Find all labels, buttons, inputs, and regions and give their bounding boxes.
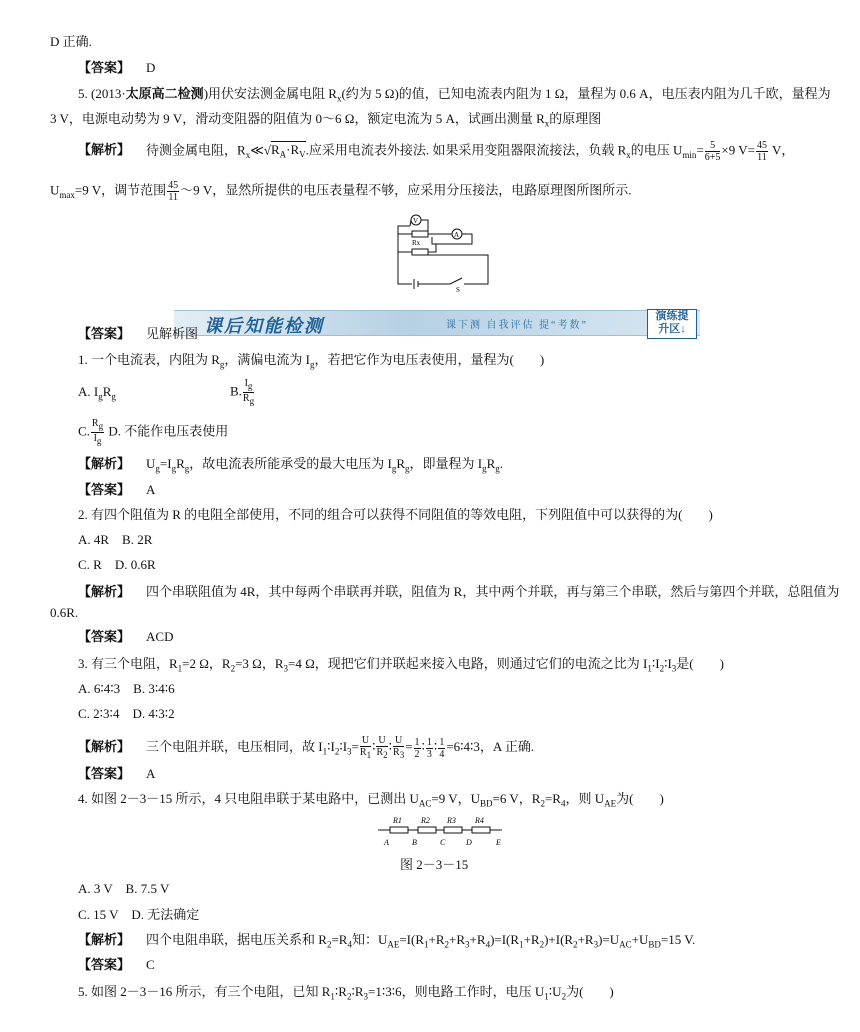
analysis-5a-cont: $U_{max}=9$ V，调节范围 $\frac{45}{11}$ ～9 V，显然所提供的电压表量程不够，应采用分压接法，电路原理图所图所示.: [50, 180, 632, 203]
line-d-correct: D 正确.: [50, 34, 92, 49]
node-d-label: D: [466, 838, 472, 847]
banner-subtitle: 课下测 自我评估 提“考数”: [446, 320, 588, 331]
series-resistor-figure: [376, 812, 504, 850]
analysis-2: 【解析】 四个串联阻值为 4R，其中每两个串联再并联，阻值为 R，其中两个并联，再与第三个串联，然后与第四个并联，总阻值为: [78, 584, 840, 599]
voltmeter-label: V: [413, 217, 419, 225]
q1-option-b: B. $\frac{I_g}{R_g}$: [230, 378, 255, 406]
question-5a: 5. (2013·太原高二检测)用伏安法测金属电阻 $R_x$(约为 5 Ω)的值，已知电流表内阻为 1 Ω，量程为 0.6 A，电压表内阻为几千欧，量程为: [78, 86, 831, 104]
analysis-2-cont: 0.6R.: [50, 605, 79, 620]
question-5: 5. 如图 2－3－16 所示，有三个电阻，已知 $R_1∶R_2∶R_3=1∶3∶6$，则电路工作时，电压 $U_1∶U_2$为( ): [78, 984, 614, 1002]
r3-label: R3: [447, 816, 456, 825]
q3-option-cd: C. 2∶3∶4 D. 4∶3∶2: [78, 706, 175, 721]
q4-option-ab: A. 3 V B. 7.5 V: [78, 881, 170, 896]
q1-option-cd: C. $\frac{R_g}{I_g}$ D. 不能作电压表使用: [78, 418, 229, 446]
node-c-label: C: [440, 838, 446, 847]
analysis-4: 【解析】 四个电阻串联，据电压关系和 $R_2=R_4$知：$U_{AE}=I(R_1+R_2+R_3+R_4)=I(R_1+R_2)+I(R_2+R_3)=U_{AC}+U_{BD}=15$ V.: [78, 932, 696, 950]
q4-option-cd: C. 15 V D. 无法确定: [78, 907, 200, 922]
node-a-label: A: [384, 838, 389, 847]
figure-caption: 图 2－3－15: [400, 857, 469, 872]
r1-label: R1: [393, 816, 402, 825]
question-2: 2. 有四个阻值为 R 的电阻全部使用，不同的组合可以获得不同阻值的等效电阻，下列阻值中可以获得的为( ): [78, 507, 713, 522]
ammeter-label: A: [454, 231, 460, 239]
analysis-5a: 【解析】 待测金属电阻，$R_x≪√R_A\cdot R_V$.应采用电流表外接法. 如果采用变阻器限流接法，负载 $R_x$的电压 $U_{min}=$ $\frac{5}{6+5}$ ×9 V= $\frac{45}{11}$ V，: [78, 140, 795, 163]
question-1: 1. 一个电流表，内阻为 $R_g$，满偏电流为 $I_g$，若把它作为电压表使用，量程为( ): [78, 352, 545, 370]
answer-4: 【答案】 C: [78, 957, 155, 972]
section-banner: [174, 310, 700, 336]
answer-1: 【答案】 A: [78, 482, 156, 497]
node-e-label: E: [496, 838, 501, 847]
question-4: 4. 如图 2－3－15 所示，4 只电阻串联于某电路中，已测出 $U_{AC}=9$ V，$U_{BD}=6$ V，$R_2=R_4$，则 $U_{AE}$为( ): [78, 791, 664, 809]
r4-label: R4: [475, 816, 484, 825]
answer-row: 【答案】 D: [78, 60, 156, 75]
answer-3: 【答案】 A: [78, 766, 156, 781]
banner-title: 课后知能检测: [204, 316, 324, 336]
analysis-3: 【解析】 三个电阻并联，电压相同，故 $I_1∶I_2∶I_3=$ $\frac{U}{R_1}$ ∶ $\frac{U}{R_2}$ ∶ $\frac{U}{R_3}$ = $\frac{1}{2}$ ∶ $\frac{1}{3}$ ∶ $\frac{1}{4}$ =6∶4∶3，A 正确.: [78, 735, 535, 760]
node-b-label: B: [412, 838, 417, 847]
analysis-1: 【解析】 $U_g=I_gR_g$，故电流表所能承受的最大电压为 $I_gR_g$，即量程为 $I_gR_g$.: [78, 456, 504, 474]
q2-option-ab: A. 4R B. 2R: [78, 532, 153, 547]
question-3: 3. 有三个电阻，$R_1=2$ Ω，$R_2=3$ Ω，$R_3=4$ Ω，现把它们并联起来接入电路，则通过它们的电流之比为 $I_1∶I_2∶I_3$是( ): [78, 656, 724, 674]
circuit-figure: [390, 212, 500, 294]
r2-label: R2: [421, 816, 430, 825]
answer-5a: 【答案】 见解析图: [78, 326, 199, 341]
q2-option-cd: C. R D. 0.6R: [78, 557, 156, 572]
answer-2: 【答案】 ACD: [78, 629, 174, 644]
q3-option-ab: A. 6∶4∶3 B. 3∶4∶6: [78, 681, 175, 696]
banner-box: 演练提 升区↓: [647, 309, 697, 339]
switch-label: S: [456, 286, 460, 294]
question-5a-cont: 3 V，电源电动势为 9 V，滑动变阻器的阻值为 0～6 Ω，额定电流为 5 A，试画出测量 $R_x$的原理图: [50, 111, 602, 129]
q1-option-a: A. $I_gR_g$: [78, 384, 116, 402]
rx-label: Rx: [412, 239, 421, 247]
